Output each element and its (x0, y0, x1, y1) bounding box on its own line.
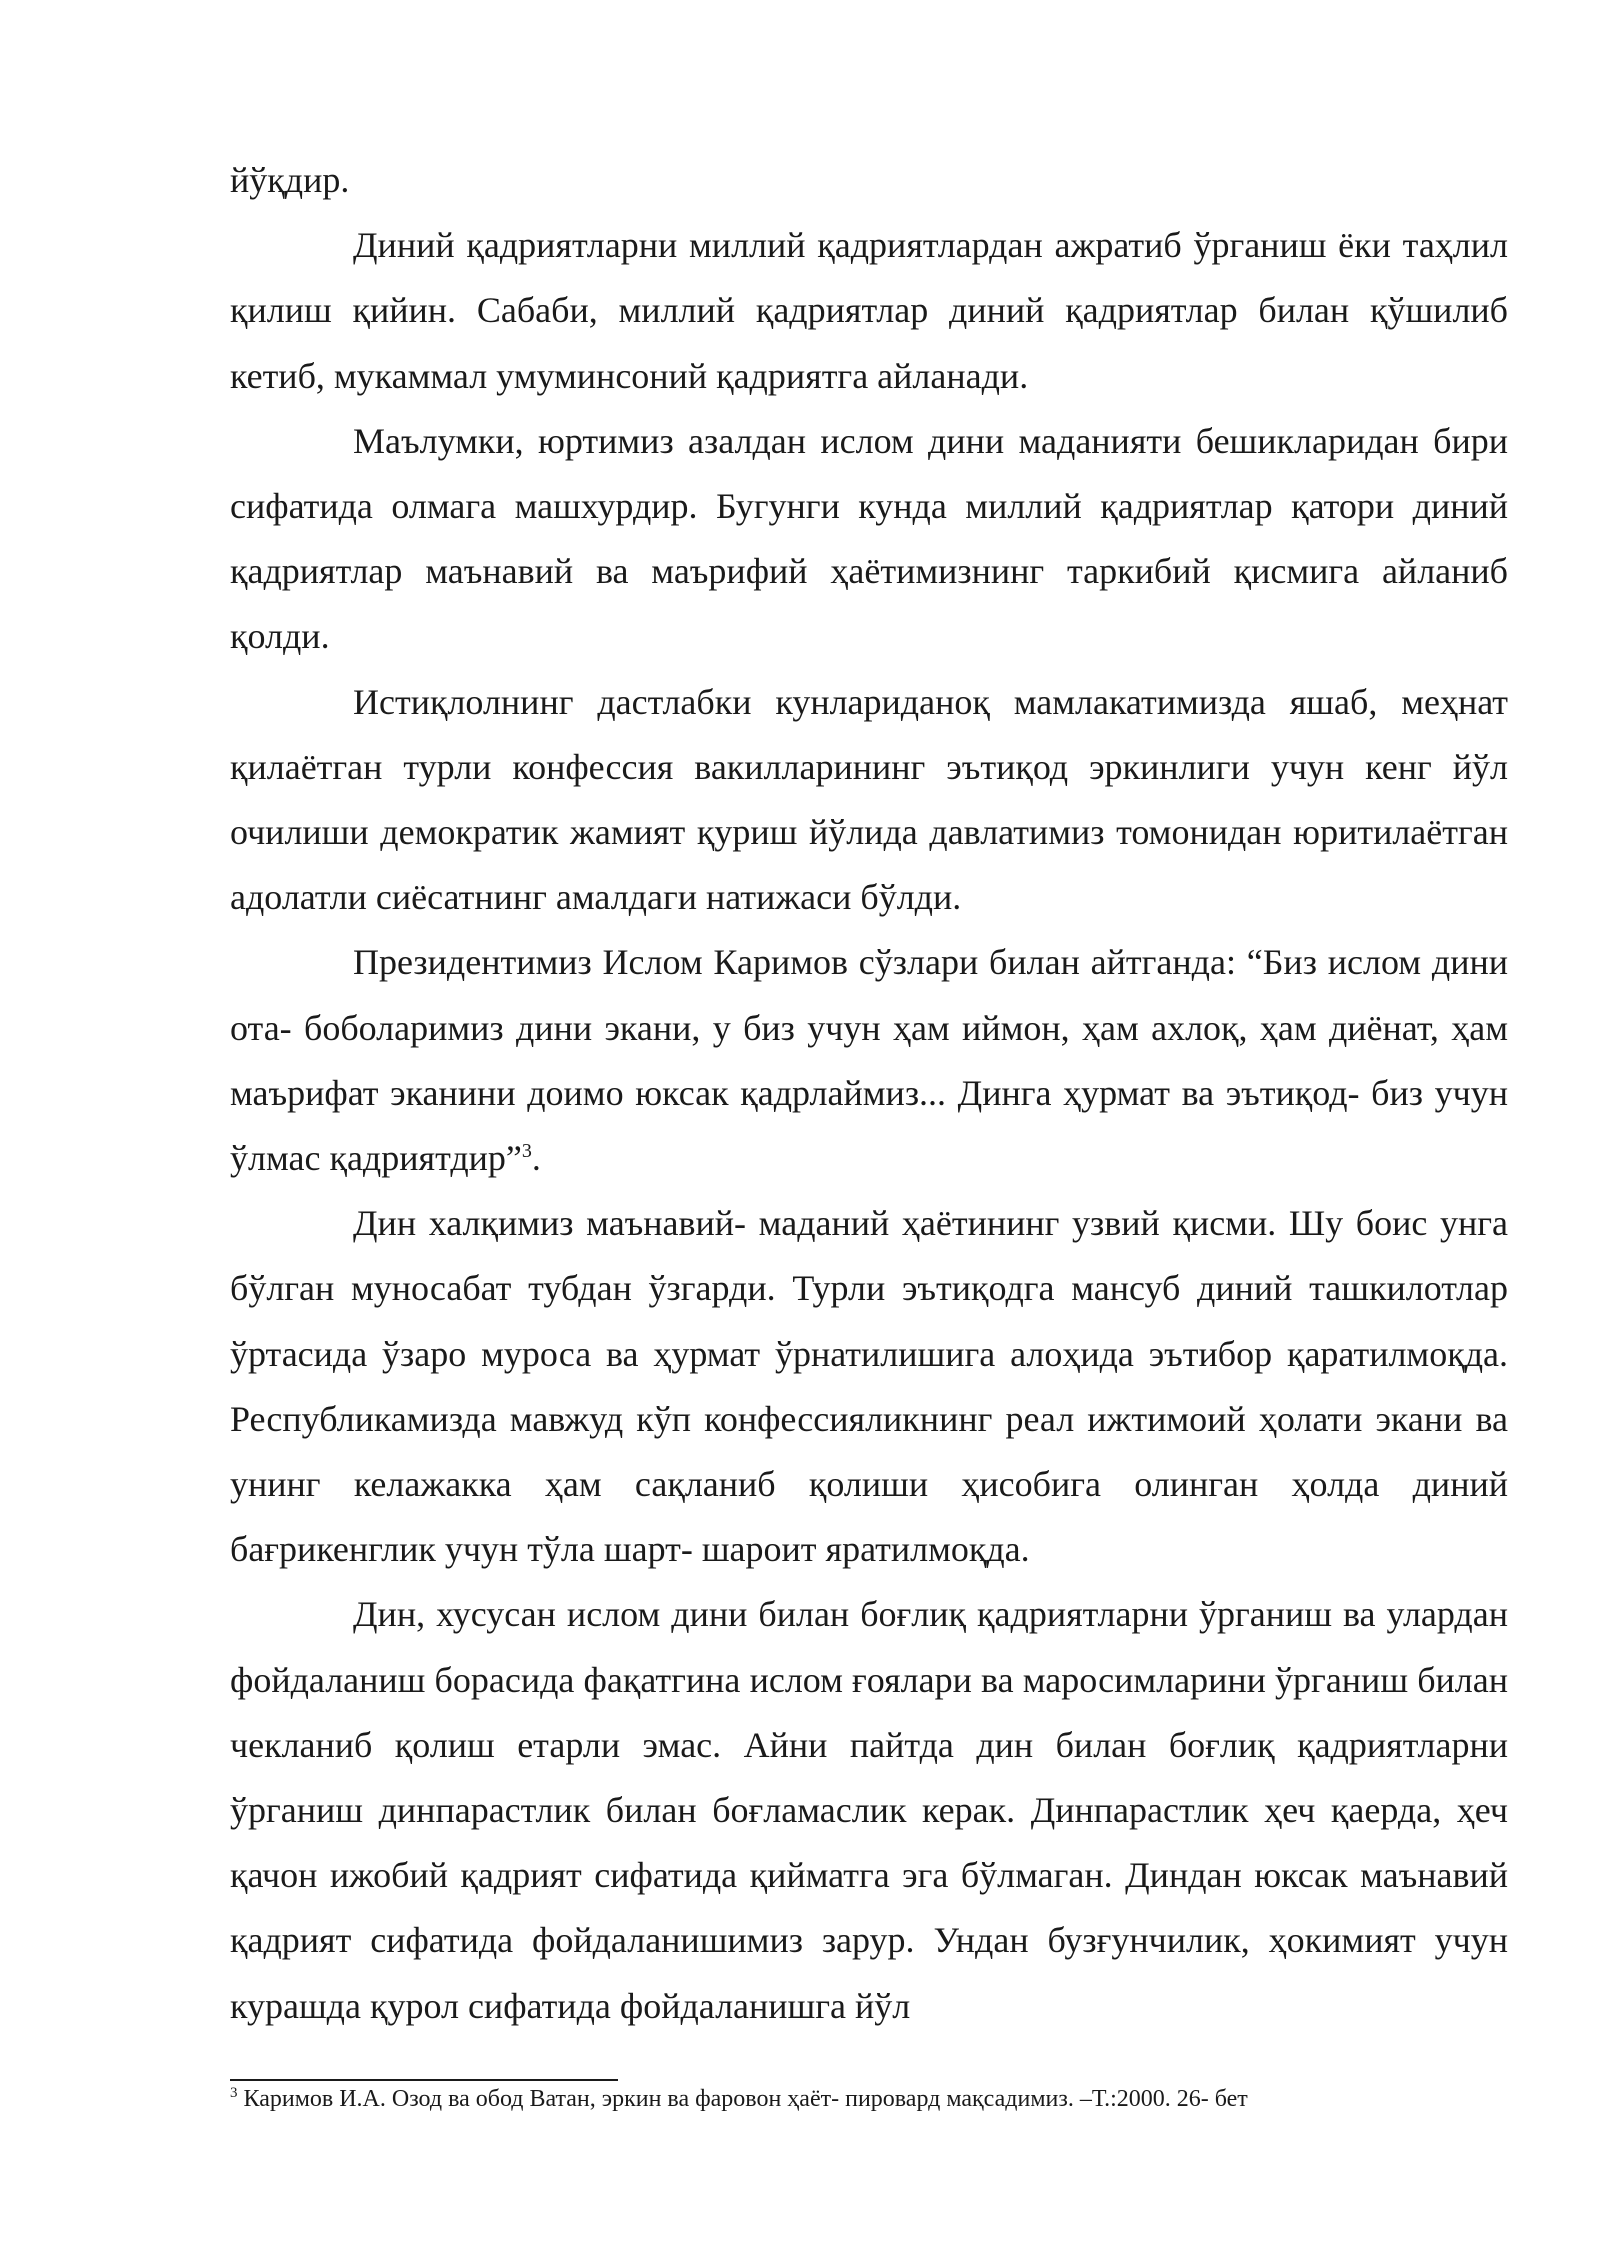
footnote (230, 2082, 1508, 2116)
footnote-reference[interactable]: 3 (521, 1140, 532, 1163)
paragraph-continuation: йўқдир. (230, 160, 350, 200)
footnote-number: 3 (230, 2085, 238, 2101)
paragraph: Дин, хусусан ислом дини билан боғлиқ қадриятларни ўрганиш ва улардан фойдаланиш борасида фақатгина ислом ғоялари ва маросимларини ўрганиш билан чекланиб қолиш етарли эмас. Айни пайтда дин билан боғлиқ қадриятларни ўрганиш динпарастлик билан боғламаслик керак. Динпарастлик ҳеч қаерда, ҳеч қачон ижобий қадрият сифатида қийматга эга бўлмаган. Диндан юксак маънавий қадрият сифатида фойдаланишимиз зарур. Ундан бузғунчилик, ҳокимият учун курашда қурол сифатида фойдаланишга йўл (230, 1594, 1508, 2026)
paragraph: Маълумки, юртимиз азалдан ислом дини маданияти бешикларидан бири сифатида олмага машхурдир. Бугунги кунда миллий қадриятлар қатори диний қадриятлар маънавий ва маърифий ҳаётимизнинг таркибий қисмига айланиб қолди. (230, 420, 1508, 657)
paragraph-with-quote (230, 930, 1508, 1191)
paragraph: Диний қадриятларни миллий қадриятлардан ажратиб ўрганиш ёки таҳлил қилиш қийин. Сабаби, миллий қадриятлар диний қадриятлар билан қўшилиб кетиб, мукаммал умуминсоний қадриятга айланади. (230, 225, 1508, 396)
footnote-text: Каримов И.А. Озод ва обод Ватан, эркин ва фаровон ҳаёт- пировард мақсадимиз. –Т.:2000. 26- бет (237, 2086, 1248, 2112)
quote-text: Президентимиз Ислом Каримов сўзлари билан айтганда: “Биз ислом дини ота- боболаримиз дини экани, у биз учун ҳам иймон, ҳам ахлоқ, ҳам диёнат, ҳам маърифат эканини доимо юксак қадрлаймиз... Динга ҳурмат ва эътиқод- биз учун ўлмас қадриятдир” (230, 942, 1508, 1179)
quote-end-punctuation: . (531, 1138, 541, 1179)
body-text (230, 148, 1508, 2039)
paragraph: Дин халқимиз маънавий- маданий ҳаётининг узвий қисми. Шу боис унга бўлган муносабат тубдан ўзгарди. Турли эътиқодга мансуб диний ташкилотлар ўртасида ўзаро муроса ва ҳурмат ўрнатилишига алоҳида эътибор қаратилмоқда. Республикамизда мавжуд кўп конфессияликнинг реал ижтимоий ҳолати экани ва унинг келажакка ҳам сақланиб қолиши ҳисобига олинган ҳолда диний бағрикенглик учун тўла шарт- шароит яратилмоқда. (230, 1203, 1508, 1570)
paragraph: Истиқлолнинг дастлабки кунлариданоқ мамлакатимизда яшаб, меҳнат қилаётган турли конфессия вакилларининг эътиқод эркинлиги учун кенг йўл очилиши демократик жамият қуриш йўлида давлатимиз томонидан юритилаётган адолатли сиёсатнинг амалдаги натижаси бўлди. (230, 681, 1508, 918)
footnote-separator (230, 2079, 618, 2081)
